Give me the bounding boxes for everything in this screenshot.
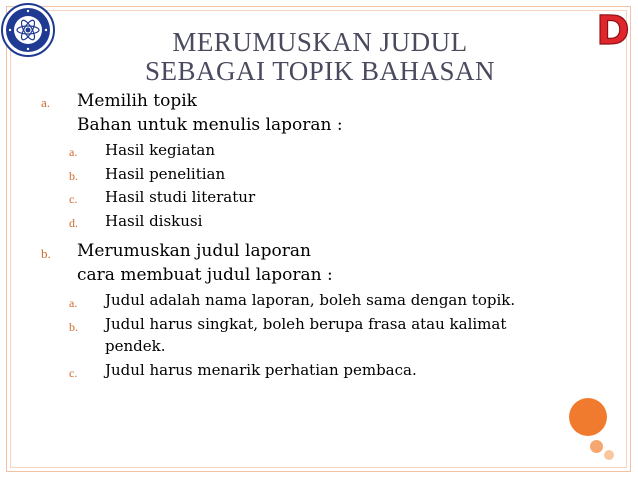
subitem-text: Judul harus singkat, boleh berupa frasa atau kalimat bbox=[105, 315, 507, 333]
item-marker: b. bbox=[41, 246, 51, 261]
item-sub-label: cara membuat judul laporan : bbox=[77, 265, 333, 285]
subitem-marker: b. bbox=[69, 320, 78, 334]
subitem-text: Hasil penelitian bbox=[105, 165, 226, 183]
subitem-marker: c. bbox=[69, 192, 78, 206]
subitem-marker: b. bbox=[69, 169, 78, 183]
subitem-text: Judul harus menarik perhatian pembaca. bbox=[105, 361, 417, 379]
subitem-marker: a. bbox=[69, 296, 78, 310]
subitem-marker: a. bbox=[69, 145, 78, 159]
decor-circle-smaller bbox=[604, 450, 614, 460]
subitem-marker: c. bbox=[69, 366, 78, 380]
subitem-text: Hasil kegiatan bbox=[105, 141, 216, 159]
item-marker: a. bbox=[41, 95, 51, 110]
item-label: Memilih topik bbox=[77, 91, 197, 111]
university-logo bbox=[0, 2, 56, 58]
title-line-1: MERUMUSKAN JUDUL bbox=[172, 27, 468, 57]
subitem-text: Judul adalah nama laporan, boleh sama dengan topik. bbox=[105, 291, 516, 309]
subitem-text-continued: pendek. bbox=[105, 337, 166, 355]
subitem-text: Hasil diskusi bbox=[105, 212, 203, 230]
title-line-2: SEBAGAI TOPIK BAHASAN bbox=[144, 56, 496, 86]
item-sub-label: Bahan untuk menulis laporan : bbox=[77, 115, 343, 135]
subitem-text: Hasil studi literatur bbox=[105, 188, 256, 206]
letter-d-badge bbox=[594, 8, 632, 50]
svg-text:D: D bbox=[596, 8, 630, 50]
decor-circle-large bbox=[569, 398, 607, 436]
item-label: Merumuskan judul laporan bbox=[77, 241, 311, 261]
slide-title bbox=[100, 28, 540, 86]
decor-circle-small bbox=[590, 440, 603, 453]
subitem-marker: d. bbox=[69, 216, 78, 230]
